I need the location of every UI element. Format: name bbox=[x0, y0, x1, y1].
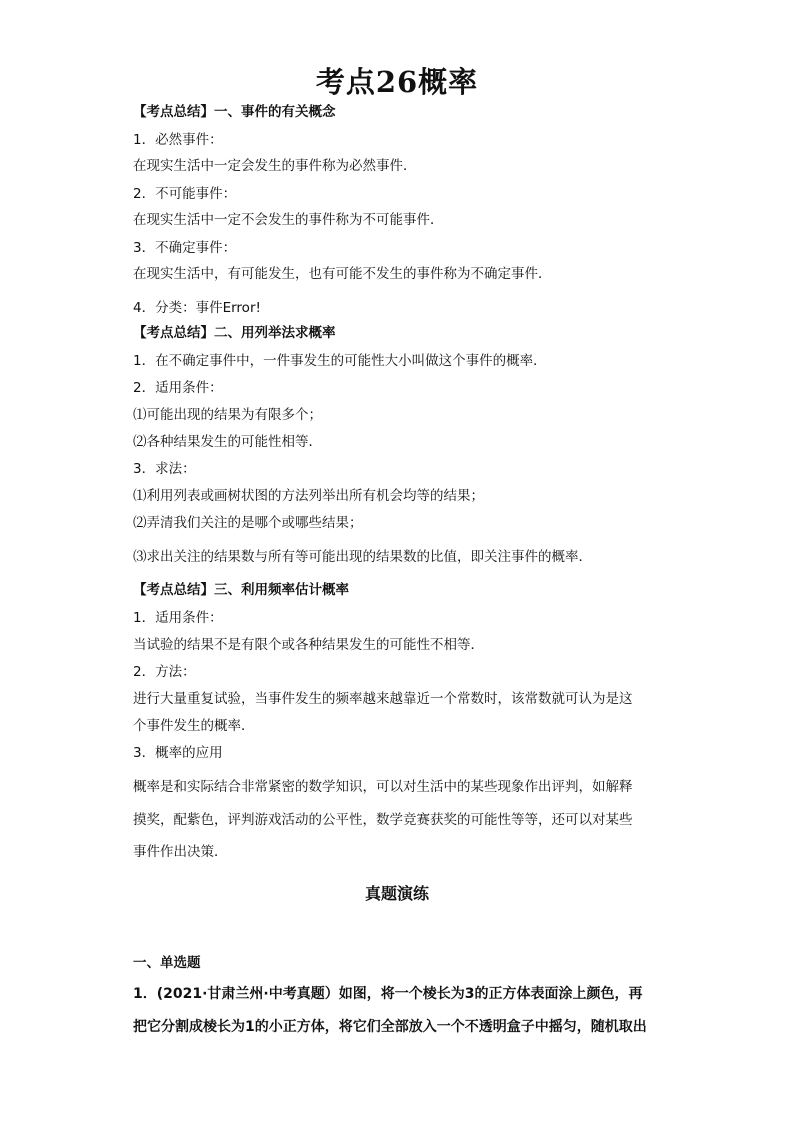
text-line: 4．分类：事件Error! bbox=[133, 300, 261, 316]
text-line: 概率是和实际结合非常紧密的数学知识，可以对生活中的某些现象作出评判，如解释 bbox=[133, 779, 633, 795]
text-line: 2．适用条件： bbox=[133, 380, 223, 396]
question-text-line: 把它分割成棱长为1的小正方体，将它们全部放入一个不透明盒子中摇匀，随机取出 bbox=[133, 1019, 647, 1035]
practice-title: 真题演练 bbox=[364, 884, 429, 903]
text-line: 1．在不确定事件中，一件事发生的可能性大小叫做这个事件的概率． bbox=[133, 353, 547, 369]
text-line: ⑴可能出现的结果为有限多个； bbox=[133, 407, 322, 423]
text-line: 当试验的结果不是有限个或各种结果发生的可能性不相等． bbox=[133, 637, 484, 653]
section-heading-3: 【考点总结】三、利用频率估计概率 bbox=[133, 582, 349, 598]
text-line: 在现实生活中一定不会发生的事件称为不可能事件． bbox=[133, 212, 444, 228]
text-line: 2．不可能事件： bbox=[133, 186, 237, 202]
text-line: ⑶求出关注的结果数与所有等可能出现的结果数的比值，即关注事件的概率． bbox=[133, 549, 592, 565]
page-title: 考点26概率 bbox=[315, 65, 479, 99]
text-line: 在现实生活中，有可能发生，也有可能不发生的事件称为不确定事件． bbox=[133, 266, 552, 282]
question-text-line: 1．(2021·甘肃兰州·中考真题）如图，将一个棱长为3的正方体表面涂上颜色，再 bbox=[133, 986, 643, 1002]
text-line: 事件作出决策． bbox=[133, 844, 228, 860]
text-line: ⑵弄清我们关注的是哪个或哪些结果； bbox=[133, 515, 363, 531]
section-heading-1: 【考点总结】一、事件的有关概念 bbox=[133, 104, 336, 120]
text-line: ⑴利用列表或画树状图的方法列举出所有机会均等的结果； bbox=[133, 488, 484, 504]
section-heading-2: 【考点总结】二、用列举法求概率 bbox=[133, 325, 336, 341]
text-line: 3．概率的应用 bbox=[133, 745, 223, 761]
text-line: 个事件发生的概率． bbox=[133, 718, 255, 734]
text-line: 在现实生活中一定会发生的事件称为必然事件． bbox=[133, 158, 417, 174]
text-line: 3．求法： bbox=[133, 461, 196, 477]
text-line: 1．必然事件： bbox=[133, 132, 223, 148]
text-line: 3．不确定事件： bbox=[133, 240, 237, 256]
text-line: ⑵各种结果发生的可能性相等． bbox=[133, 434, 322, 450]
text-line: 1．适用条件： bbox=[133, 610, 223, 626]
question-type-heading: 一、单选题 bbox=[133, 955, 201, 971]
text-line: 摸奖，配紫色，评判游戏活动的公平性，数学竞赛获奖的可能性等等，还可以对某些 bbox=[133, 812, 633, 828]
text-line: 进行大量重复试验，当事件发生的频率越来越靠近一个常数时，该常数就可认为是这 bbox=[133, 691, 633, 707]
text-line: 2．方法： bbox=[133, 664, 196, 680]
